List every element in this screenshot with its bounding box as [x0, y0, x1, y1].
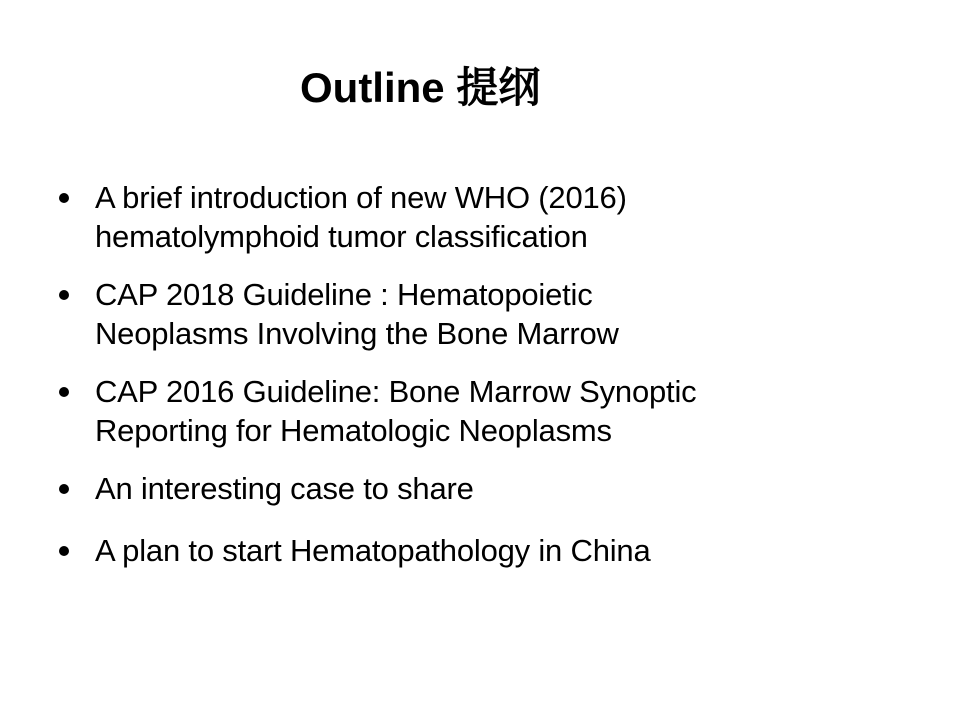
bullet-line: A brief introduction of new WHO (2016) [95, 180, 627, 215]
bullet-line: CAP 2018 Guideline : Hematopoietic [95, 277, 593, 312]
bullet-dot-icon [59, 484, 69, 494]
bullet-item-who-classification [56, 178, 916, 256]
bullet-line: Reporting for Hematologic Neoplasms [95, 413, 612, 448]
bullet-item-cap-2018 [56, 275, 916, 353]
bullet-dot-icon [59, 546, 69, 556]
bullet-dot-icon [59, 387, 69, 397]
bullet-line: Neoplasms Involving the Bone Marrow [95, 316, 619, 351]
bullet-item-cap-2016 [56, 372, 916, 450]
bullet-line: CAP 2016 Guideline: Bone Marrow Synoptic [95, 374, 697, 409]
bullet-item-hematopathology-plan [56, 531, 916, 570]
bullet-item-interesting-case [56, 469, 916, 508]
bullet-line: hematolymphoid tumor classification [95, 219, 588, 254]
bullet-dot-icon [59, 290, 69, 300]
bullet-dot-icon [59, 193, 69, 203]
slide-title: Outline 提纲 [300, 64, 541, 111]
bullet-list [56, 178, 916, 593]
bullet-line: A plan to start Hematopathology in China [95, 533, 651, 568]
bullet-line: An interesting case to share [95, 471, 474, 506]
